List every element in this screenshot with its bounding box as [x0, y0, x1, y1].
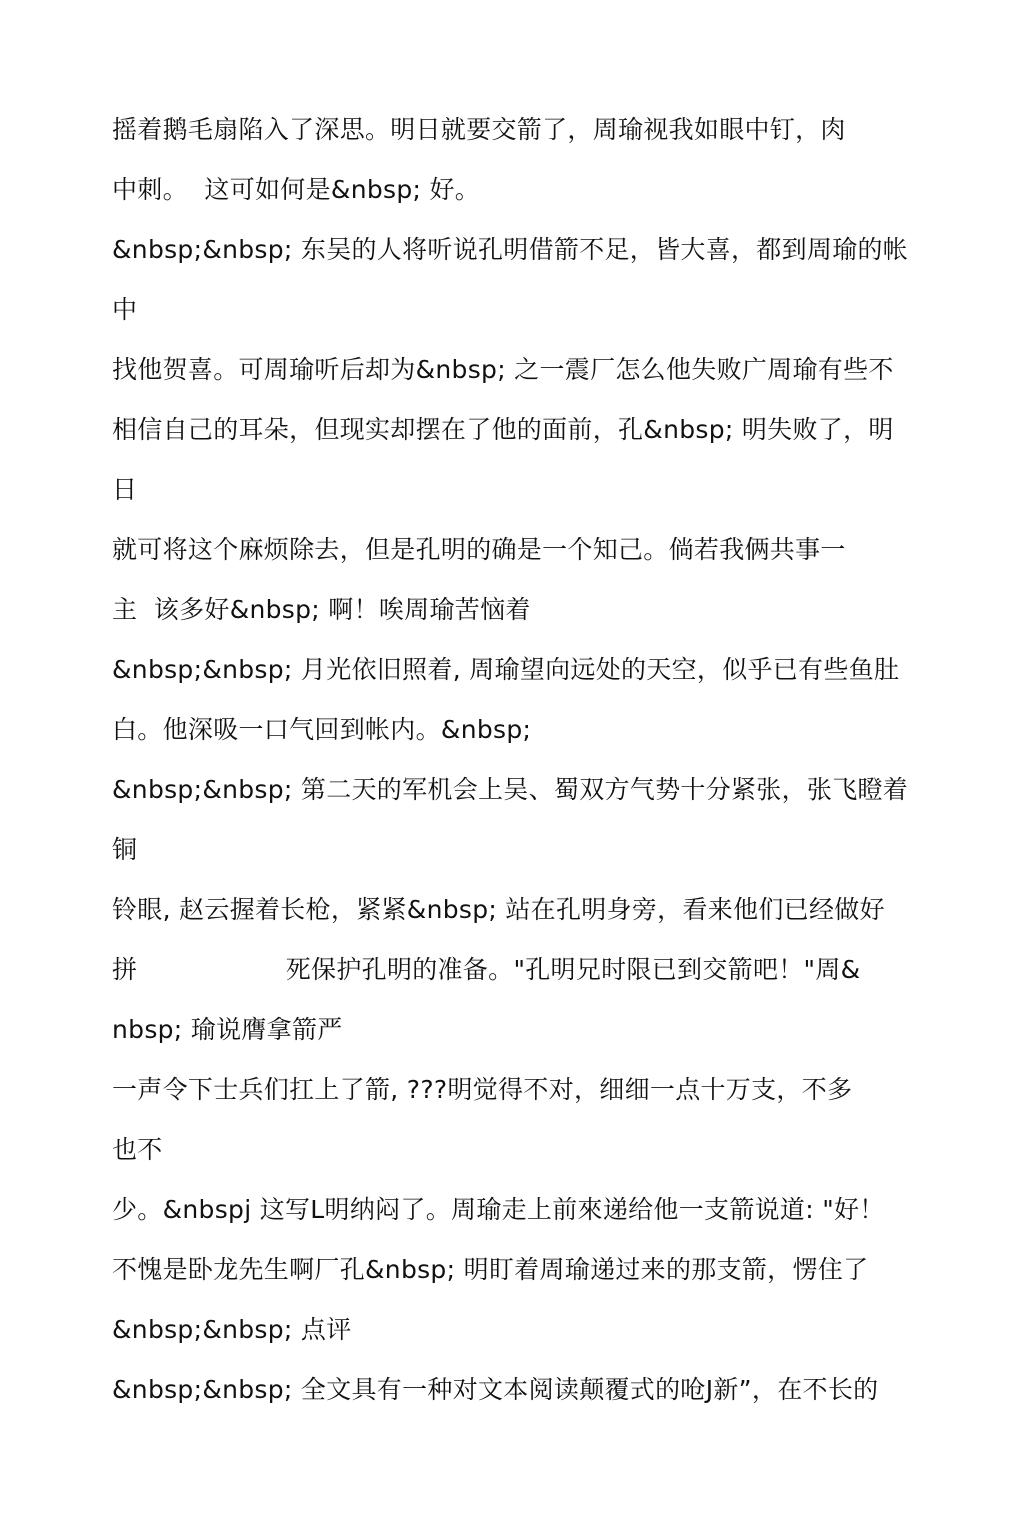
text-line: 相信自己的耳朵，但现实却摆在了他的面前，孔&nbsp; 明失败了，明 [112, 415, 894, 444]
text-line: 不愧是卧龙先生啊厂孔&nbsp; 明盯着周瑜递过来的那支箭，愣住了 [112, 1255, 869, 1284]
text-line: &nbsp;&nbsp; 点评 [112, 1315, 352, 1344]
text-line: &nbsp;&nbsp; 全文具有一种对文本阅读颠覆式的呛J新”，在不长的 [112, 1375, 879, 1404]
text-line: 摇着鹅毛扇陷入了深思。明日就要交箭了，周瑜视我如眼中钉，肉 [112, 115, 846, 144]
text-line: &nbsp;&nbsp; 东吴的人将听说孔明借箭不足，皆大喜，都到周瑜的帐 [112, 235, 909, 264]
text-line: 少。&nbspj 这写L明纳闷了。周瑜走上前來递给他一支箭说道: "好！ [112, 1195, 885, 1224]
text-line: &nbsp;&nbsp; 第二天的军机会上吴、蜀双方气势十分紧张，张飞瞪着 [112, 775, 909, 804]
text-line: 日 [112, 475, 138, 504]
text-line: 主 该多好&nbsp; 啊！唉周瑜苦恼着 [112, 595, 531, 624]
text-line: nbsp; 瑜说膺拿箭严 [112, 1015, 343, 1044]
text-line: 铃眼, 赵云握着长枪，紧紧&nbsp; 站在孔明身旁，看来他们已经做好 [112, 895, 885, 924]
text-line: 中刺。 这可如何是&nbsp; 好。 [112, 175, 481, 204]
text-line: 找他贺喜。可周瑜听后却为&nbsp; 之一震厂怎么他失败广周瑜有些不 [112, 355, 894, 384]
text-line: &nbsp;&nbsp; 月光依旧照着, 周瑜望向远处的天空，似乎已有些鱼肚 [112, 655, 900, 684]
text-line: 也不 [112, 1135, 163, 1164]
text-line: 铜 [112, 835, 138, 864]
text-line: 就可将这个麻烦除去，但是孔明的确是一个知己。倘若我俩共事一 [112, 535, 846, 564]
text-line: 白。他深吸一口气回到帐内。&nbsp; [112, 715, 532, 744]
text-line: 拼 死保护孔明的准备。"孔明兄时限已到交箭吧！"周& [112, 955, 861, 984]
text-line: 一声令下士兵们扛上了箭, ???明觉得不对，细细一点十万支，不多 [112, 1075, 853, 1104]
text-line: 中 [112, 295, 138, 324]
